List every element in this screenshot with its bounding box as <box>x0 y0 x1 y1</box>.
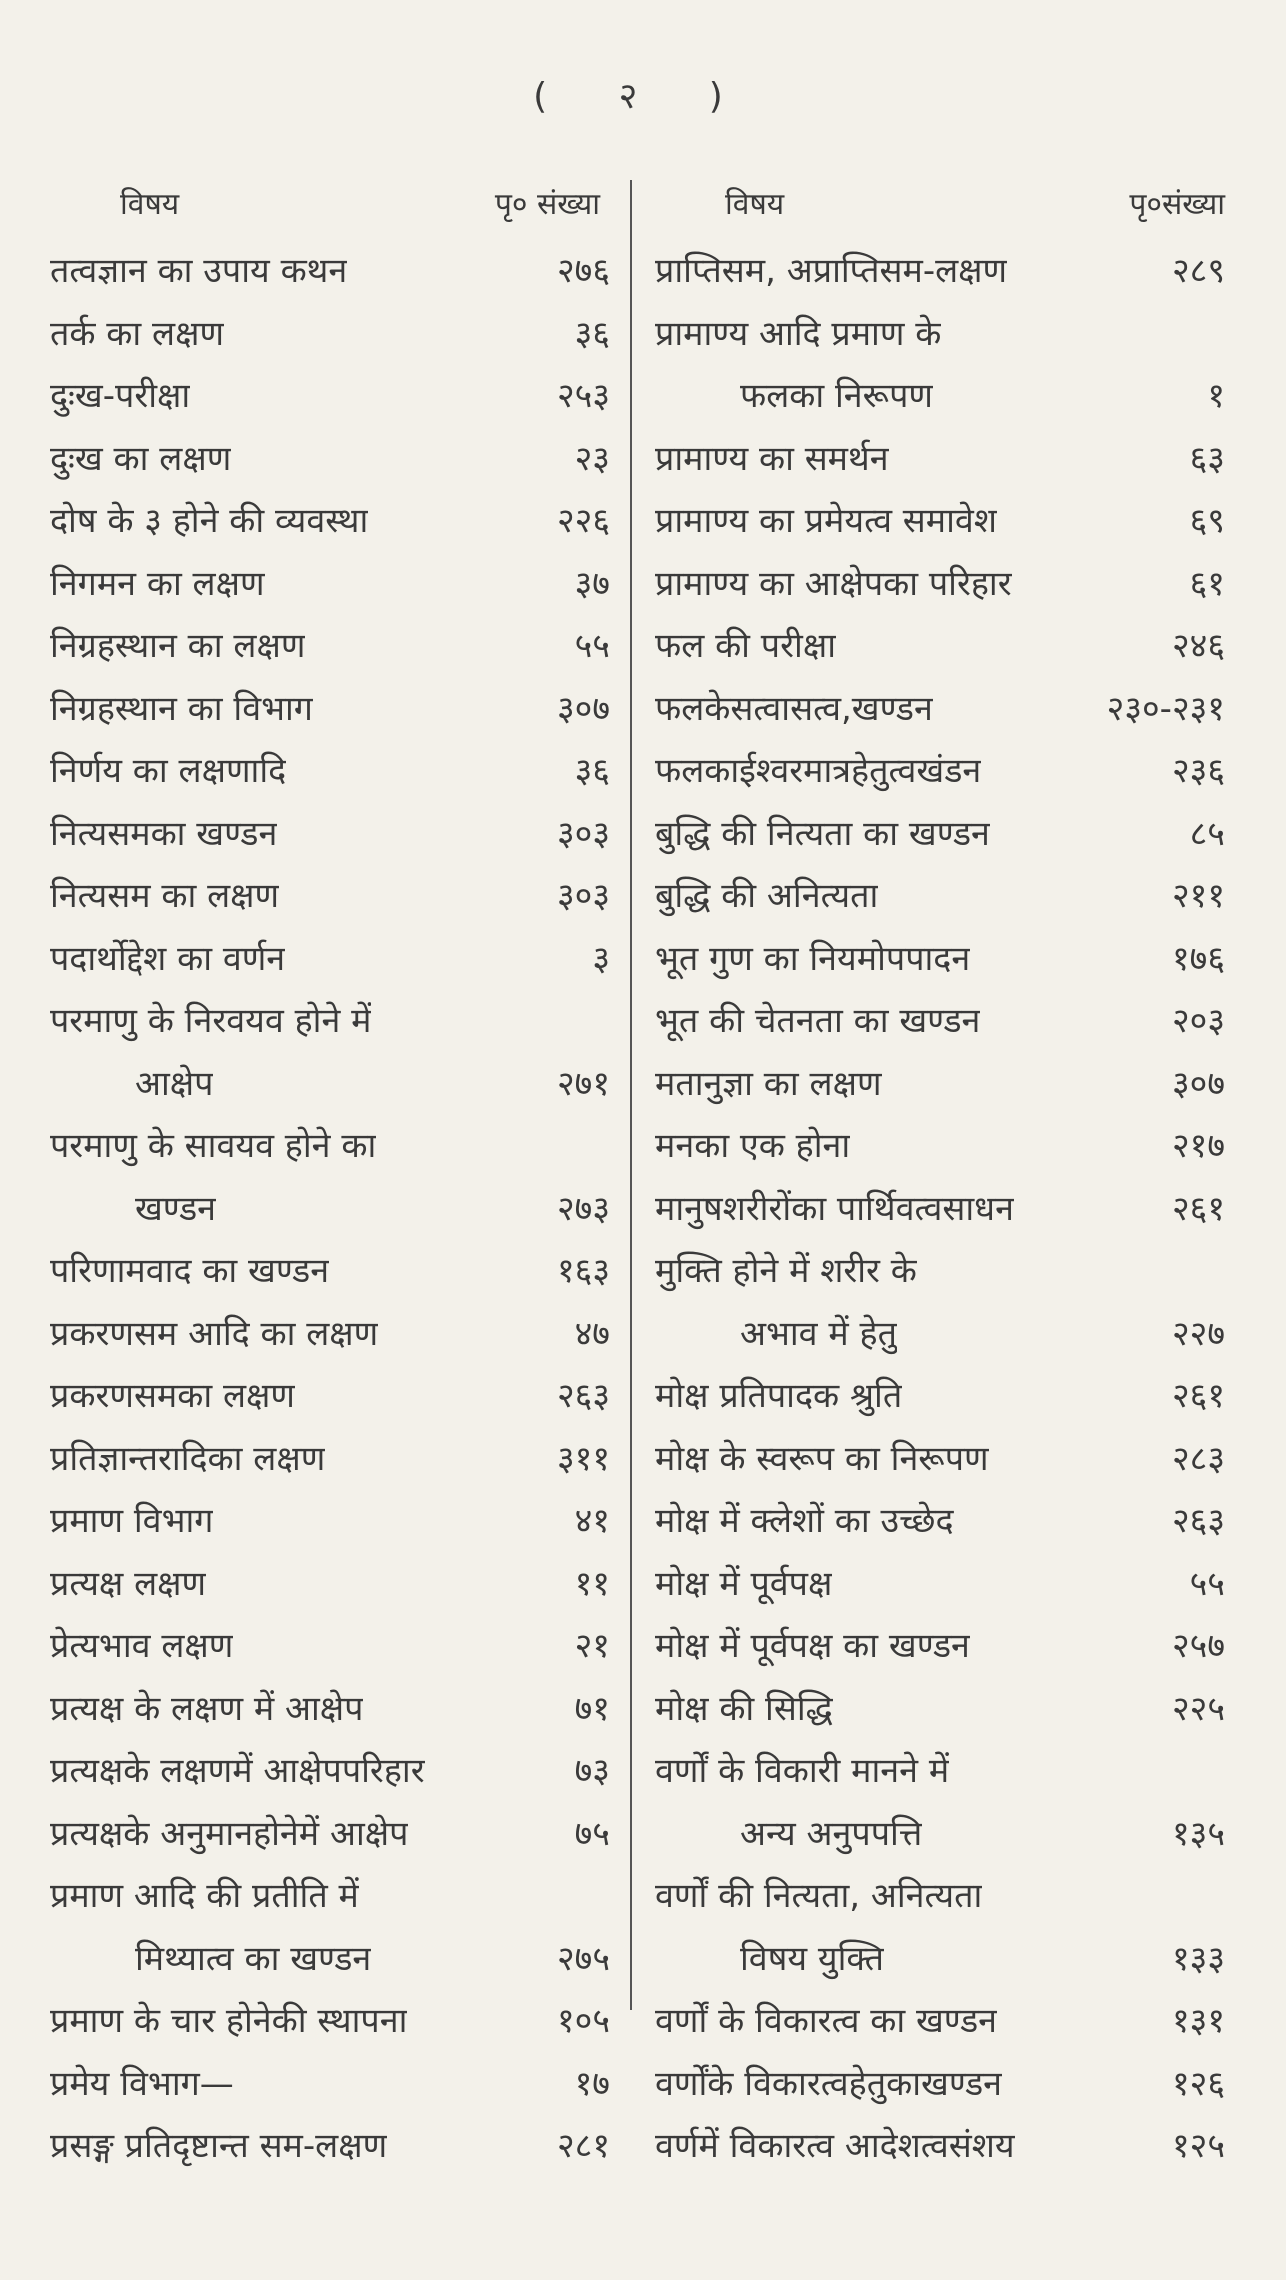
entry-page: २२७ <box>1171 1313 1225 1354</box>
entry-page: ६३ <box>1189 438 1225 479</box>
entry-subject: बुद्धि की अनित्यता <box>655 876 879 916</box>
entry-subject: वर्णों के विकारी मानने में <box>655 1751 950 1791</box>
entry-page: २७६ <box>556 251 610 291</box>
index-entry <box>50 1053 610 1116</box>
index-entry <box>655 1115 1225 1178</box>
entry-subject: प्रत्यक्ष लक्षण <box>50 1563 207 1604</box>
entry-subject: मोक्ष में पूर्वपक्ष का खण्डन <box>655 1626 970 1666</box>
index-entry <box>50 490 610 553</box>
entry-page: २७५ <box>556 1938 610 1979</box>
page-heading: पृ० संख्या <box>494 187 600 222</box>
entry-page: ३६ <box>574 313 610 354</box>
entry-subject: निग्रहस्थान का विभाग <box>50 688 313 729</box>
entry-subject: वर्णों के विकारत्व का खण्डन <box>655 2001 998 2041</box>
entry-page: २३ <box>574 438 610 479</box>
entry-page: १ <box>1207 376 1225 416</box>
entry-page: ७१ <box>574 1688 610 1729</box>
entry-subject: तर्क का लक्षण <box>50 313 225 354</box>
entry-subject: दुःख का लक्षण <box>50 438 232 479</box>
index-entry <box>655 1928 1225 1991</box>
entry-subject: परमाणु के सावयव होने का <box>50 1126 377 1166</box>
index-entry <box>50 1490 610 1553</box>
entry-page: ५५ <box>574 626 610 666</box>
index-entry <box>50 2115 610 2178</box>
entry-page: ३०३ <box>556 876 610 916</box>
index-entry <box>50 1365 610 1428</box>
entry-page: २१७ <box>1171 1126 1225 1166</box>
index-entry <box>50 1928 610 1991</box>
entry-page: ८५ <box>1189 813 1225 854</box>
index-entry <box>655 303 1225 366</box>
entry-page: २०३ <box>1171 1001 1225 1041</box>
entry-subject: प्रामाण्य का आक्षेपका परिहार <box>655 563 1012 604</box>
index-entry <box>50 678 610 741</box>
index-entry <box>655 1740 1225 1803</box>
index-entry <box>655 1990 1225 2053</box>
entry-page: १७६ <box>1171 938 1225 979</box>
column-header <box>50 180 610 240</box>
index-entry <box>655 240 1225 303</box>
entry-page: १२६ <box>1171 2063 1225 2104</box>
entry-subject: बुद्धि की नित्यता का खण्डन <box>655 813 990 854</box>
index-entry <box>50 1553 610 1616</box>
entry-subject: प्रकरणसमका लक्षण <box>50 1376 295 1416</box>
entry-subject: प्रमेय विभाग— <box>50 2063 234 2104</box>
entry-subject: फलका निरूपण <box>740 376 933 416</box>
index-entry <box>655 803 1225 866</box>
entry-subject: खण्डन <box>135 1188 217 1229</box>
index-entry <box>655 1178 1225 1241</box>
entry-subject: मोक्ष के स्वरूप का निरूपण <box>655 1438 989 1479</box>
entry-page: १३३ <box>1171 1938 1225 1979</box>
entry-subject: भूत गुण का नियमोपपादन <box>655 938 971 979</box>
index-column-left <box>50 180 610 2178</box>
page-heading: पृ०संख्या <box>1129 187 1225 222</box>
entry-subject: मोक्ष की सिद्धि <box>655 1688 833 1729</box>
entry-subject: नित्यसमका खण्डन <box>50 813 278 854</box>
index-entry <box>50 615 610 678</box>
entry-subject: मानुषशरीरोंका पार्थिवत्वसाधन <box>655 1188 1014 1229</box>
entry-page: ३०७ <box>1171 1063 1225 1104</box>
index-entry <box>655 740 1225 803</box>
subject-heading: विषय <box>725 187 785 222</box>
index-entry <box>655 1615 1225 1678</box>
index-entry <box>655 2115 1225 2178</box>
entry-page: २७३ <box>556 1188 610 1229</box>
entry-subject: फल की परीक्षा <box>655 626 837 666</box>
entry-subject: प्रत्यक्षके लक्षणमें आक्षेपपरिहार <box>50 1751 425 1791</box>
index-entry <box>50 303 610 366</box>
entry-subject: मतानुज्ञा का लक्षण <box>655 1063 882 1104</box>
entry-subject: मोक्ष प्रतिपादक श्रुति <box>655 1376 903 1416</box>
entry-page: २८३ <box>1171 1438 1225 1479</box>
page-number: ( २ ) <box>533 76 753 117</box>
entry-subject: प्रमाण के चार होनेकी स्थापना <box>50 2001 408 2041</box>
entry-page: ५५ <box>1189 1563 1225 1604</box>
entry-page: २६३ <box>1171 1501 1225 1541</box>
index-entry <box>50 803 610 866</box>
index-column-right <box>655 180 1225 2178</box>
entry-subject: प्राप्तिसम, अप्राप्तिसम-लक्षण <box>655 251 1008 291</box>
index-entry <box>50 740 610 803</box>
entry-page: २७१ <box>556 1063 610 1104</box>
entry-page: १३१ <box>1171 2001 1225 2041</box>
index-entry <box>655 928 1225 991</box>
index-entry <box>50 240 610 303</box>
entry-subject: प्रतिज्ञान्तरादिका लक्षण <box>50 1438 326 1479</box>
entry-subject: मोक्ष में क्लेशों का उच्छेद <box>655 1501 954 1541</box>
index-entry <box>655 1678 1225 1741</box>
entry-page: २१ <box>574 1626 610 1666</box>
entry-subject: प्रसङ्ग प्रतिदृष्टान्त सम-लक्षण <box>50 2126 388 2166</box>
entry-page: २५३ <box>556 376 610 416</box>
index-entry <box>50 1803 610 1866</box>
entry-page: ३११ <box>556 1438 610 1479</box>
entry-page: १०५ <box>556 2001 610 2041</box>
entry-subject: आक्षेप <box>135 1063 214 1104</box>
entry-page: १३५ <box>1171 1813 1225 1854</box>
entry-page: २५७ <box>1171 1626 1225 1666</box>
index-entry <box>655 428 1225 491</box>
entry-subject: अन्य अनुपपत्ति <box>740 1813 923 1854</box>
index-entry <box>655 2053 1225 2116</box>
index-entry <box>50 553 610 616</box>
index-list <box>655 240 1225 2178</box>
entry-page: २२६ <box>556 501 610 541</box>
entry-page: १७ <box>574 2063 610 2104</box>
entry-subject: प्रेत्यभाव लक्षण <box>50 1626 234 1666</box>
entry-page: ३०३ <box>556 813 610 854</box>
subject-heading: विषय <box>120 187 180 222</box>
index-entry <box>50 1740 610 1803</box>
entry-subject: प्रकरणसम आदि का लक्षण <box>50 1313 379 1354</box>
index-entry <box>655 1865 1225 1928</box>
entry-page: २८१ <box>556 2126 610 2166</box>
index-entry <box>50 1615 610 1678</box>
entry-page: ४१ <box>574 1501 610 1541</box>
index-entry <box>655 553 1225 616</box>
index-entry <box>655 1303 1225 1366</box>
entry-subject: मोक्ष में पूर्वपक्ष <box>655 1563 833 1604</box>
entry-subject: वर्णमें विकारत्व आदेशत्वसंशय <box>655 2126 1015 2166</box>
index-entry <box>655 678 1225 741</box>
index-entry <box>50 428 610 491</box>
entry-subject: वर्णोंके विकारत्वहेतुकाखण्डन <box>655 2063 1003 2104</box>
index-entry <box>655 1553 1225 1616</box>
entry-page: २६१ <box>1171 1188 1225 1229</box>
column-header <box>655 180 1225 240</box>
entry-page: ४७ <box>574 1313 610 1354</box>
entry-subject: भूत की चेतनता का खण्डन <box>655 1001 981 1041</box>
index-entry <box>50 865 610 928</box>
index-entry <box>50 2053 610 2116</box>
entry-page: २८९ <box>1171 251 1225 291</box>
entry-page: ३ <box>592 938 610 979</box>
index-entry <box>655 1240 1225 1303</box>
index-entry <box>655 1365 1225 1428</box>
entry-page: २६१ <box>1171 1376 1225 1416</box>
entry-subject: निगमन का लक्षण <box>50 563 265 604</box>
index-entry <box>50 1115 610 1178</box>
entry-page: १६३ <box>556 1251 610 1291</box>
entry-page: ७३ <box>574 1751 610 1791</box>
entry-subject: वर्णों की नित्यता, अनित्यता <box>655 1876 983 1916</box>
entry-page: ३६ <box>574 751 610 791</box>
entry-page: ३०७ <box>556 688 610 729</box>
entry-page: ६९ <box>1189 501 1225 541</box>
entry-page: २३०-२३१ <box>1106 688 1225 729</box>
entry-subject: प्रामाण्य आदि प्रमाण के <box>655 313 942 354</box>
entry-subject: नित्यसम का लक्षण <box>50 876 280 916</box>
entry-page: २११ <box>1171 876 1225 916</box>
entry-subject: प्रमाण आदि की प्रतीति में <box>50 1876 359 1916</box>
entry-subject: प्रमाण विभाग <box>50 1501 214 1541</box>
index-entry <box>655 1428 1225 1491</box>
entry-subject: निग्रहस्थान का लक्षण <box>50 626 306 666</box>
index-list <box>50 240 610 2178</box>
index-entry <box>655 1053 1225 1116</box>
entry-subject: दुःख-परीक्षा <box>50 376 191 416</box>
entry-subject: फलकाईश्वरमात्रहेतुत्वखंडन <box>655 751 982 791</box>
entry-subject: प्रामाण्य का प्रमेयत्व समावेश <box>655 501 997 541</box>
entry-subject: मिथ्यात्व का खण्डन <box>135 1938 372 1979</box>
entry-subject: प्रत्यक्ष के लक्षण में आक्षेप <box>50 1688 364 1729</box>
entry-subject: परिणामवाद का खण्डन <box>50 1251 330 1291</box>
index-entry <box>655 615 1225 678</box>
entry-subject: प्रत्यक्षके अनुमानहोनेमें आक्षेप <box>50 1813 409 1854</box>
entry-subject: दोष के ३ होने की व्यवस्था <box>50 501 369 541</box>
index-entry <box>655 1490 1225 1553</box>
index-entry <box>655 990 1225 1053</box>
entry-page: २२५ <box>1171 1688 1225 1729</box>
entry-subject: मुक्ति होने में शरीर के <box>655 1251 917 1291</box>
index-entry <box>50 1178 610 1241</box>
entry-subject: प्रामाण्य का समर्थन <box>655 438 889 479</box>
entry-subject: तत्वज्ञान का उपाय कथन <box>50 251 348 291</box>
entry-subject: फलकेसत्वासत्व,खण्डन <box>655 688 933 729</box>
index-entry <box>50 1303 610 1366</box>
entry-page: ३७ <box>574 563 610 604</box>
index-entry <box>655 490 1225 553</box>
entry-page: ६१ <box>1189 563 1225 604</box>
entry-page: २३६ <box>1171 751 1225 791</box>
column-divider <box>630 180 632 2010</box>
index-entry <box>50 990 610 1053</box>
entry-page: १२५ <box>1171 2126 1225 2166</box>
entry-page: ११ <box>574 1563 610 1604</box>
entry-page: ७५ <box>574 1813 610 1854</box>
entry-subject: परमाणु के निरवयव होने में <box>50 1001 372 1041</box>
index-entry <box>50 928 610 991</box>
entry-subject: विषय युक्ति <box>740 1938 885 1979</box>
entry-subject: पदार्थोद्देश का वर्णन <box>50 938 286 979</box>
index-entry <box>50 1240 610 1303</box>
index-entry <box>50 1990 610 2053</box>
entry-subject: अभाव में हेतु <box>740 1313 897 1354</box>
index-entry <box>655 1803 1225 1866</box>
index-entry <box>50 1865 610 1928</box>
index-entry <box>655 365 1225 428</box>
index-entry <box>50 1678 610 1741</box>
index-entry <box>50 1428 610 1491</box>
entry-page: २६३ <box>556 1376 610 1416</box>
entry-subject: मनका एक होना <box>655 1126 851 1166</box>
index-entry <box>655 865 1225 928</box>
entry-subject: निर्णय का लक्षणादि <box>50 751 287 791</box>
index-entry <box>50 365 610 428</box>
entry-page: २४६ <box>1171 626 1225 666</box>
